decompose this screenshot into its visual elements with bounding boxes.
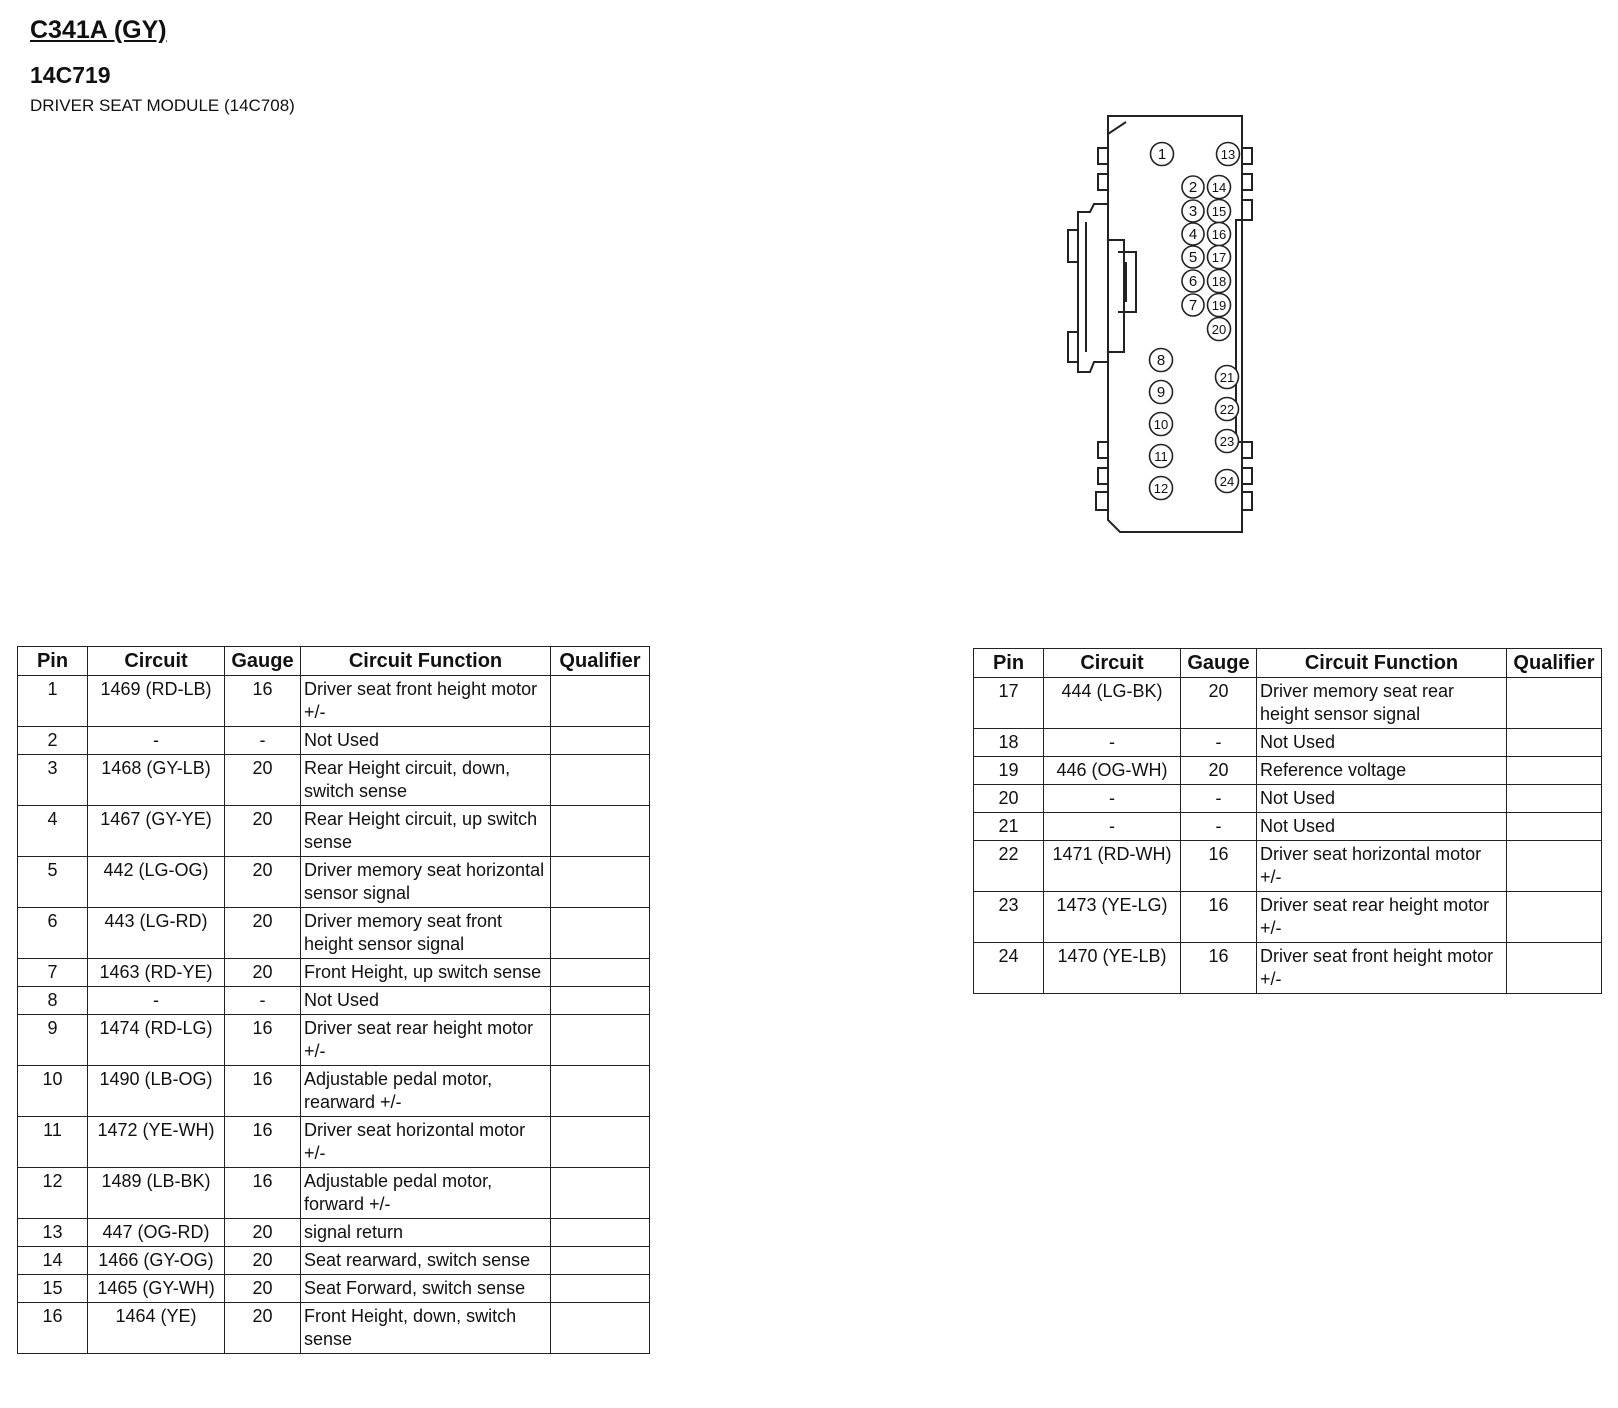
pin-cell: 5: [18, 857, 88, 908]
circuit-cell: 1468 (GY-LB): [88, 755, 225, 806]
table-row: [18, 806, 650, 857]
qualifier-cell: [1507, 678, 1602, 729]
header-pin: Pin: [18, 647, 88, 676]
header-circuit: Circuit: [88, 647, 225, 676]
pin-8-label: 8: [1156, 352, 1166, 369]
gauge-cell: -: [225, 987, 301, 1015]
pin-cell: 15: [18, 1275, 88, 1303]
circuit-cell: 442 (LG-OG): [88, 857, 225, 908]
circuit-cell: 1463 (RD-YE): [88, 959, 225, 987]
circuit-function-cell: Seat Forward, switch sense: [301, 1275, 551, 1303]
pin-cell: 4: [18, 806, 88, 857]
table-row: [18, 1168, 650, 1219]
circuit-function-cell: Not Used: [301, 727, 551, 755]
qualifier-cell: [551, 1117, 650, 1168]
pin-cell: 8: [18, 987, 88, 1015]
gauge-cell: -: [1181, 785, 1257, 813]
pin-cell: 3: [18, 755, 88, 806]
gauge-cell: -: [1181, 813, 1257, 841]
table-row: [18, 987, 650, 1015]
qualifier-cell: [1507, 785, 1602, 813]
circuit-function-cell: Reference voltage: [1257, 757, 1507, 785]
gauge-cell: 20: [1181, 678, 1257, 729]
circuit-function-cell: Seat rearward, switch sense: [301, 1247, 551, 1275]
table-row: [974, 892, 1602, 943]
circuit-cell: -: [1044, 813, 1181, 841]
pin-cell: 23: [974, 892, 1044, 943]
header-pin: Pin: [974, 649, 1044, 678]
circuit-function-cell: Not Used: [1257, 813, 1507, 841]
circuit-function-cell: Driver memory seat front height sensor signal: [301, 908, 551, 959]
qualifier-cell: [551, 806, 650, 857]
pin-9-label: 9: [1156, 384, 1166, 401]
gauge-cell: 20: [1181, 757, 1257, 785]
connector-face-drawing: [1060, 112, 1280, 552]
table-row: [974, 729, 1602, 757]
pin-23-label: 23: [1219, 434, 1235, 449]
pin-5-label: 5: [1188, 249, 1198, 266]
circuit-function-cell: Adjustable pedal motor, forward +/-: [301, 1168, 551, 1219]
table-row: [18, 1066, 650, 1117]
circuit-function-cell: Not Used: [301, 987, 551, 1015]
circuit-cell: 1472 (YE-WH): [88, 1117, 225, 1168]
header-qualifier: Qualifier: [1507, 649, 1602, 678]
circuit-cell: 443 (LG-RD): [88, 908, 225, 959]
pin-15-label: 15: [1211, 204, 1227, 219]
qualifier-cell: [551, 1066, 650, 1117]
circuit-function-cell: Not Used: [1257, 785, 1507, 813]
circuit-cell: 1466 (GY-OG): [88, 1247, 225, 1275]
gauge-cell: 20: [225, 755, 301, 806]
pin-7-label: 7: [1188, 297, 1198, 314]
gauge-cell: 20: [225, 1247, 301, 1275]
pin-2-label: 2: [1188, 179, 1198, 196]
circuit-function-cell: Driver memory seat rear height sensor signal: [1257, 678, 1507, 729]
pin-6-label: 6: [1188, 273, 1198, 290]
pin-cell: 1: [18, 676, 88, 727]
pin-19-label: 19: [1211, 298, 1227, 313]
circuit-cell: 444 (LG-BK): [1044, 678, 1181, 729]
circuit-cell: 1464 (YE): [88, 1303, 225, 1354]
pin-17-label: 17: [1211, 250, 1227, 265]
qualifier-cell: [1507, 813, 1602, 841]
table-row: [974, 813, 1602, 841]
circuit-cell: 446 (OG-WH): [1044, 757, 1181, 785]
circuit-function-cell: signal return: [301, 1219, 551, 1247]
pin-cell: 10: [18, 1066, 88, 1117]
gauge-cell: 20: [225, 1303, 301, 1354]
connector-face-diagram: [1060, 112, 1280, 552]
qualifier-cell: [551, 755, 650, 806]
circuit-function-cell: Adjustable pedal motor, rearward +/-: [301, 1066, 551, 1117]
pin-cell: 17: [974, 678, 1044, 729]
qualifier-cell: [551, 959, 650, 987]
qualifier-cell: [551, 987, 650, 1015]
circuit-cell: 1490 (LB-OG): [88, 1066, 225, 1117]
pin-cell: 13: [18, 1219, 88, 1247]
pin-11-label: 11: [1154, 449, 1168, 464]
gauge-cell: 16: [1181, 892, 1257, 943]
pin-cell: 9: [18, 1015, 88, 1066]
pin-16-label: 16: [1211, 227, 1227, 242]
table-header-row: [18, 647, 650, 676]
circuit-function-cell: Front Height, up switch sense: [301, 959, 551, 987]
header-gauge: Gauge: [225, 647, 301, 676]
qualifier-cell: [551, 1303, 650, 1354]
circuit-cell: 1469 (RD-LB): [88, 676, 225, 727]
circuit-cell: -: [1044, 729, 1181, 757]
table-row: [18, 755, 650, 806]
gauge-cell: 16: [225, 1015, 301, 1066]
gauge-cell: 20: [225, 1219, 301, 1247]
header-circuit-function: Circuit Function: [301, 647, 551, 676]
pin-cell: 18: [974, 729, 1044, 757]
pinout-table-left: [17, 646, 650, 1354]
circuit-function-cell: Driver memory seat horizontal sensor signal: [301, 857, 551, 908]
circuit-function-cell: Not Used: [1257, 729, 1507, 757]
pin-cell: 2: [18, 727, 88, 755]
pin-3-label: 3: [1188, 203, 1198, 220]
header-gauge: Gauge: [1181, 649, 1257, 678]
circuit-cell: -: [1044, 785, 1181, 813]
circuit-function-cell: Driver seat horizontal motor +/-: [1257, 841, 1507, 892]
table-row: [974, 757, 1602, 785]
qualifier-cell: [551, 676, 650, 727]
pin-10-label: 10: [1153, 417, 1169, 432]
pin-cell: 24: [974, 943, 1044, 994]
gauge-cell: 16: [1181, 943, 1257, 994]
gauge-cell: 20: [225, 908, 301, 959]
circuit-cell: 447 (OG-RD): [88, 1219, 225, 1247]
qualifier-cell: [551, 1275, 650, 1303]
qualifier-cell: [551, 727, 650, 755]
header-circuit-function: Circuit Function: [1257, 649, 1507, 678]
gauge-cell: -: [225, 727, 301, 755]
pin-18-label: 18: [1211, 274, 1227, 289]
table-header-row: [974, 649, 1602, 678]
pin-cell: 11: [18, 1117, 88, 1168]
gauge-cell: 16: [225, 1117, 301, 1168]
circuit-cell: -: [88, 727, 225, 755]
table-row: [18, 857, 650, 908]
pin-cell: 6: [18, 908, 88, 959]
circuit-function-cell: Rear Height circuit, up switch sense: [301, 806, 551, 857]
circuit-cell: -: [88, 987, 225, 1015]
pin-cell: 7: [18, 959, 88, 987]
pinout-table-right: [973, 648, 1602, 994]
table-row: [18, 1117, 650, 1168]
pin-circles: [1150, 143, 1240, 500]
connector-corner-notch: [1108, 116, 1126, 134]
pin-21-label: 21: [1219, 370, 1235, 385]
qualifier-cell: [1507, 729, 1602, 757]
table-row: [974, 943, 1602, 994]
pin-20-label: 20: [1211, 322, 1227, 337]
gauge-cell: 20: [225, 857, 301, 908]
circuit-function-cell: Driver seat rear height motor +/-: [301, 1015, 551, 1066]
circuit-function-cell: Front Height, down, switch sense: [301, 1303, 551, 1354]
table-row: [18, 959, 650, 987]
pin-14-label: 14: [1211, 180, 1227, 195]
pin-cell: 22: [974, 841, 1044, 892]
pin-13-label: 13: [1220, 147, 1236, 162]
table-row: [18, 908, 650, 959]
table-row: [18, 727, 650, 755]
gauge-cell: 20: [225, 959, 301, 987]
gauge-cell: 16: [225, 1066, 301, 1117]
table-row: [974, 678, 1602, 729]
circuit-function-cell: Driver seat horizontal motor +/-: [301, 1117, 551, 1168]
table-row: [974, 841, 1602, 892]
circuit-cell: 1471 (RD-WH): [1044, 841, 1181, 892]
circuit-function-cell: Driver seat rear height motor +/-: [1257, 892, 1507, 943]
pin-cell: 19: [974, 757, 1044, 785]
pin-12-label: 12: [1153, 481, 1169, 496]
pin-22-label: 22: [1219, 402, 1235, 417]
pin-4-label: 4: [1188, 226, 1198, 243]
gauge-cell: 16: [1181, 841, 1257, 892]
qualifier-cell: [551, 908, 650, 959]
circuit-cell: 1465 (GY-WH): [88, 1275, 225, 1303]
circuit-cell: 1470 (YE-LB): [1044, 943, 1181, 994]
gauge-cell: -: [1181, 729, 1257, 757]
gauge-cell: 20: [225, 1275, 301, 1303]
pin-24-label: 24: [1219, 474, 1235, 489]
circuit-cell: 1467 (GY-YE): [88, 806, 225, 857]
table-row: [18, 1219, 650, 1247]
pin-cell: 12: [18, 1168, 88, 1219]
gauge-cell: 20: [225, 806, 301, 857]
qualifier-cell: [1507, 757, 1602, 785]
gauge-cell: 16: [225, 1168, 301, 1219]
pin-cell: 20: [974, 785, 1044, 813]
pin-cell: 16: [18, 1303, 88, 1354]
header-circuit: Circuit: [1044, 649, 1181, 678]
part-number: 14C719: [30, 62, 111, 88]
pin-1-label: 1: [1157, 146, 1167, 163]
module-name: DRIVER SEAT MODULE (14C708): [30, 96, 295, 115]
gauge-cell: 16: [225, 676, 301, 727]
header-qualifier: Qualifier: [551, 647, 650, 676]
pin-cell: 14: [18, 1247, 88, 1275]
table-row: [18, 1275, 650, 1303]
qualifier-cell: [551, 1219, 650, 1247]
qualifier-cell: [551, 1168, 650, 1219]
table-row: [18, 1247, 650, 1275]
qualifier-cell: [1507, 892, 1602, 943]
qualifier-cell: [1507, 943, 1602, 994]
circuit-function-cell: Rear Height circuit, down, switch sense: [301, 755, 551, 806]
circuit-cell: 1474 (RD-LG): [88, 1015, 225, 1066]
circuit-cell: 1489 (LB-BK): [88, 1168, 225, 1219]
qualifier-cell: [551, 1015, 650, 1066]
qualifier-cell: [551, 857, 650, 908]
table-row: [18, 676, 650, 727]
table-row: [974, 785, 1602, 813]
connector-title: C341A (GY): [30, 16, 167, 44]
pin-cell: 21: [974, 813, 1044, 841]
table-row: [18, 1303, 650, 1354]
qualifier-cell: [1507, 841, 1602, 892]
circuit-function-cell: Driver seat front height motor +/-: [301, 676, 551, 727]
circuit-cell: 1473 (YE-LG): [1044, 892, 1181, 943]
qualifier-cell: [551, 1247, 650, 1275]
table-row: [18, 1015, 650, 1066]
circuit-function-cell: Driver seat front height motor +/-: [1257, 943, 1507, 994]
